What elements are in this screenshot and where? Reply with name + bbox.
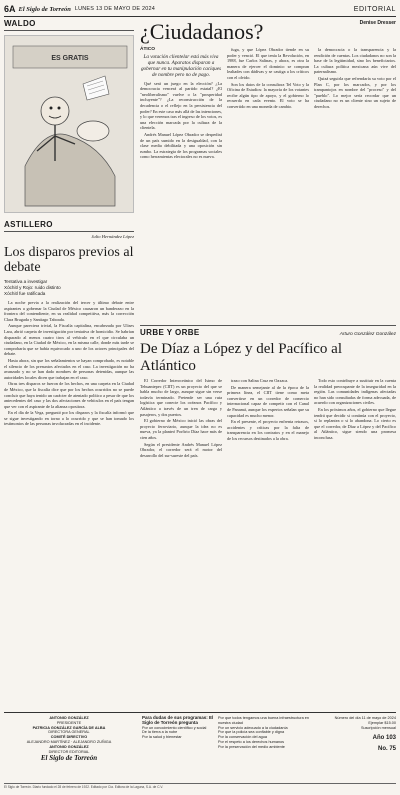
paragraph: fuga, y que López Obrador tiende en su poder y venció. El que tenía la Revolución, en 1988, fue Carlos Salinas, y ahora, es otra la manera de ejercer el dominio: se compran lealtades con dádivas y se castiga a los críticos con el olvido.	[227, 47, 309, 80]
urbe-bar	[140, 325, 396, 337]
paragraph: En los próximos años, el gobierno que llegue tendrá que decidir si continúa con el proyecto, si lo replantea o si lo abandona. Lo cierto es que el corredor, de Díaz a López y del Pacífico al Atlántico, sigue siendo una promesa inconclusa.	[314, 406, 396, 440]
price-line: Ejemplar $15.00	[368, 720, 396, 725]
paragraph: En el presente, el proyecto enfrenta retrasos, accidentes y críticas por la falta de transparencia en los contratos y en el manejo de los recursos destinados a la obra.	[227, 419, 309, 441]
urbe-headline: De Díaz a López y del Pacífico al Atlántico	[140, 341, 342, 374]
kicker-line: Xóchitl fue ratificada	[4, 291, 46, 296]
section-name: EDITORIAL	[353, 5, 396, 13]
pro-item: Por el respeto a los derechos humanos	[218, 739, 285, 744]
kicker-line: Xóchitl y Rojo: ruido distinto	[4, 285, 61, 290]
staff-role: ALEJANDRO MARTÍNEZ · ALEJANDRO ZUÑIGA	[26, 739, 112, 744]
paragraph: Andrés Manuel López Obrador se despedirá de un país sumido en la desigualdad, con la clase media debilitada y una oposición sin rumbo. La estrategia de los programas sociales como herramientas electorales no es nueva.	[140, 131, 222, 160]
ciudadanos-header	[140, 18, 396, 44]
paragraph: Otras tres disparos se fueron de los hechos, en una carpeta en la Ciudad de México, que la fiscalía dice que por los hechos ocurridos no se puede concluir que haya tenido un carácter de atentado político a pesar de que los antecedentes del caso y las dos afectaciones de vehículos en el país tengan que ver con el aspirante de la alianza opositora.	[4, 381, 134, 409]
ciudadanos-col-2	[227, 47, 309, 161]
kicker-line: Tentativa a investigar	[4, 279, 48, 284]
urbe-col-3	[314, 378, 396, 718]
paragraph: De manera semejante al de la época de la primera línea, el CIIT tiene como meta convertirse en un corredor de comercio internacional capaz de competir con el Canal de Panamá, aunque los expertos señalan que su capacidad es mucho menor.	[227, 384, 309, 418]
subscribe-line: Por la salud y bienestar	[142, 735, 182, 740]
urbe-label: URBE Y ORBE	[140, 328, 200, 337]
page-number: 6A	[4, 4, 16, 14]
paragraph: El gobierno de México inició las obras del proyecto ferroviario, aunque la idea no es nueva, ya la planteó Porfirio Díaz hace más de cien años.	[140, 418, 222, 440]
ciudadanos-lead: La votación clientelar está más viva que nunca. Aparatos disparan a gobernar en tu manipulación caciques de nombre pero no de pago.	[140, 53, 222, 78]
astillero-body	[4, 300, 134, 427]
urbe-author: Arturo González González	[339, 332, 396, 337]
paragraph: Qué será un juego en la elección? ¿La democracia vencerá al partido estatal? ¿El "neoliberalismo" vuelve o la "prosperidad incluyente"? ¿La reconstrucción de la decadencia o el reflejo en la persistencia del poder? En este caso más allá de las intenciones, y lo que veremos tras el ingreso de los votos, es una elección marcada por la cultura de la clientela.	[140, 80, 222, 131]
year-number: Año 103	[372, 735, 396, 742]
subscribe-line: Por un conocimiento científico y social	[142, 725, 207, 730]
footer-rule	[4, 783, 396, 784]
staff-role: DIRECTOR EDITORIAL	[48, 749, 90, 754]
urbe-col-1	[140, 378, 222, 718]
ciudadanos-col-1	[140, 47, 222, 161]
footer	[4, 712, 396, 792]
paper-name: El Siglo de Torreón	[18, 5, 71, 13]
cartoon-sign-text: ES GRATIS	[51, 55, 89, 62]
urbe-col-2	[227, 378, 309, 718]
pro-item: Por la conservación del agua	[218, 735, 267, 740]
staff-role: DIRECTORA GENERAL	[48, 730, 90, 735]
staff-title: PATRICIA GONZÁLEZ GARCÍA DE ALBA	[32, 725, 106, 730]
subscribe-line: De la tierra a la nube	[142, 730, 178, 735]
pro-item: Por que la policía sea confiable y digna	[218, 730, 285, 735]
staff-title: ANTONIO GONZÁLEZ	[49, 744, 89, 749]
staff-title: COMITÉ DIRECTIVO	[50, 735, 88, 740]
subscribe-title: Para dudas de sus programas: El Siglo de Torreón pregunta	[142, 715, 214, 725]
pro-item: Por que todos tengamos una buena infraestructura en nuestra ciudad	[218, 716, 309, 725]
urbe-section	[140, 325, 396, 718]
ciudadanos-subhead: ÁTICO	[140, 47, 155, 52]
staff-title: ANTONIO GONZÁLEZ	[49, 716, 89, 720]
paragraph: Quizá seguirla que refrendaría su voto por el Plan C, por los marcados, y por los trampantojos en nombre del "proceso" y del "pueblo". Lo mejor sería recordar que un ciudadano no es un cliente sino un sujeto de derechos.	[314, 75, 396, 109]
ciudadanos-body	[140, 47, 396, 161]
staff-box	[4, 716, 134, 761]
astillero-kickers	[4, 279, 134, 297]
pro-item: Por un servicio adecuado a la ciudadanía	[218, 725, 288, 730]
footer-logo: El Siglo de Torreón	[40, 754, 98, 763]
price-box	[326, 716, 396, 752]
pro-item: Por la preservación del medio ambiente	[218, 744, 285, 749]
pro-list	[218, 716, 322, 750]
top-rule	[4, 16, 396, 17]
paragraph: trazo con Salina Cruz en Oaxaca.	[231, 378, 289, 383]
cartoon-illustration	[5, 36, 134, 213]
paragraph: El Corredor Interoceánico del Istmo de Tehuantepec (CIIT) es un proyecto del que se habla mucho de largo, aunque sigue sin verse todavía terminado. Pretende ser una ruta logística que conecte los océanos Pacífico y Atlántico a través de un tren de carga y pasajeros, y dos puertos.	[140, 378, 222, 417]
paragraph: Hasta ahora, sin que los señalamientos se hayan comprobado, es notable el silencio de los presuntos afectados en el caso. La investigación no ha avanzado y no se han dado nombres de personas detenidas, aunque las autoridades locales dicen que trabajan en el caso.	[4, 357, 134, 380]
waldo-label: WALDO	[4, 18, 134, 31]
issue-number: No. 75	[377, 746, 396, 753]
astillero-label: ASTILLERO	[4, 219, 134, 232]
urbe-body	[140, 378, 396, 718]
ciudadanos-col-3	[314, 47, 396, 161]
subscribe-box	[142, 716, 214, 740]
astillero-headline: Los disparos previos al debate	[4, 245, 134, 275]
paragraph: Aunque pareciera trivial, la Fiscalía capitalina, encabezada por Ulises Lara, abrió carpeta de investigación por tentativa de homicidio. Se habrían disparado al menos cuatro tiros al vehículo en el que circulaba un ciudadano, en la Ciudad de México, en la misma calle, donde más tarde se comprobaría que se había equivocado a uno de los actores principales del debate.	[4, 323, 134, 357]
paragraph: Todo esto contribuye a sustituir en la cuenta la realidad preocupante de la inseguridad en la región. Las comunidades indígenas afectadas no han sido consultadas de forma adecuada, de acuerdo con organizaciones civiles.	[314, 378, 396, 406]
ciudadanos-headline: ¿Ciudadanos?	[140, 19, 264, 44]
paragraph: Son los datos de la consultora Tel Voto y la Oficina de Estudios: la mayoría de los votantes recibe algún tipo de apoyo, y el gobierno lo recuerda en cada evento. El voto se ha convertido en una moneda de cambio.	[227, 81, 309, 109]
price-line: Suscripción mensual	[360, 725, 396, 730]
paragraph: Según el presidente Andrés Manuel López Obrador, el corredor será el motor del desarrollo del sur-sureste del país.	[140, 441, 222, 458]
price-line: Número del día 11 de mayo de 2024	[334, 716, 396, 720]
staff-role: PRESIDENTE	[56, 720, 82, 725]
left-column	[4, 18, 134, 708]
ciudadanos-author: Denise Dresser	[359, 20, 396, 26]
issue-date: LUNES 13 DE MAYO DE 2024	[74, 6, 156, 12]
editorial-cartoon	[4, 35, 134, 213]
masthead	[4, 3, 396, 15]
paragraph: En el día de la Vega, preguntó por los disparos y la fiscalía informó que se sigue investigando en torno a lo ocurrido y que se han tomado los testimonios de las personas involucradas en el incidente.	[4, 410, 134, 427]
astillero-author: Julio Hernández López	[91, 234, 134, 239]
paragraph: la democracia o la transparencia y la rendición de cuentas. Los ciudadanos no son la base de la legitimidad, sino los beneficiarios. La cultura política mexicana aún vive del paternalismo.	[314, 47, 396, 75]
paragraph: La noche previa a la realización del tercer y último debate entre aspirantes a gobernar la Ciudad de México causaron un banderazo en la frontera del contendiente, en su realidad competitiva, más la corrección Clara Brugada y Santiago Taboada.	[4, 300, 134, 322]
footer-fine-print: El Siglo de Torreón. Diario fundado el 28 de febrero de 1922. Editado por Cía. Editora de la Laguna, S.A. de C.V.	[4, 785, 164, 789]
